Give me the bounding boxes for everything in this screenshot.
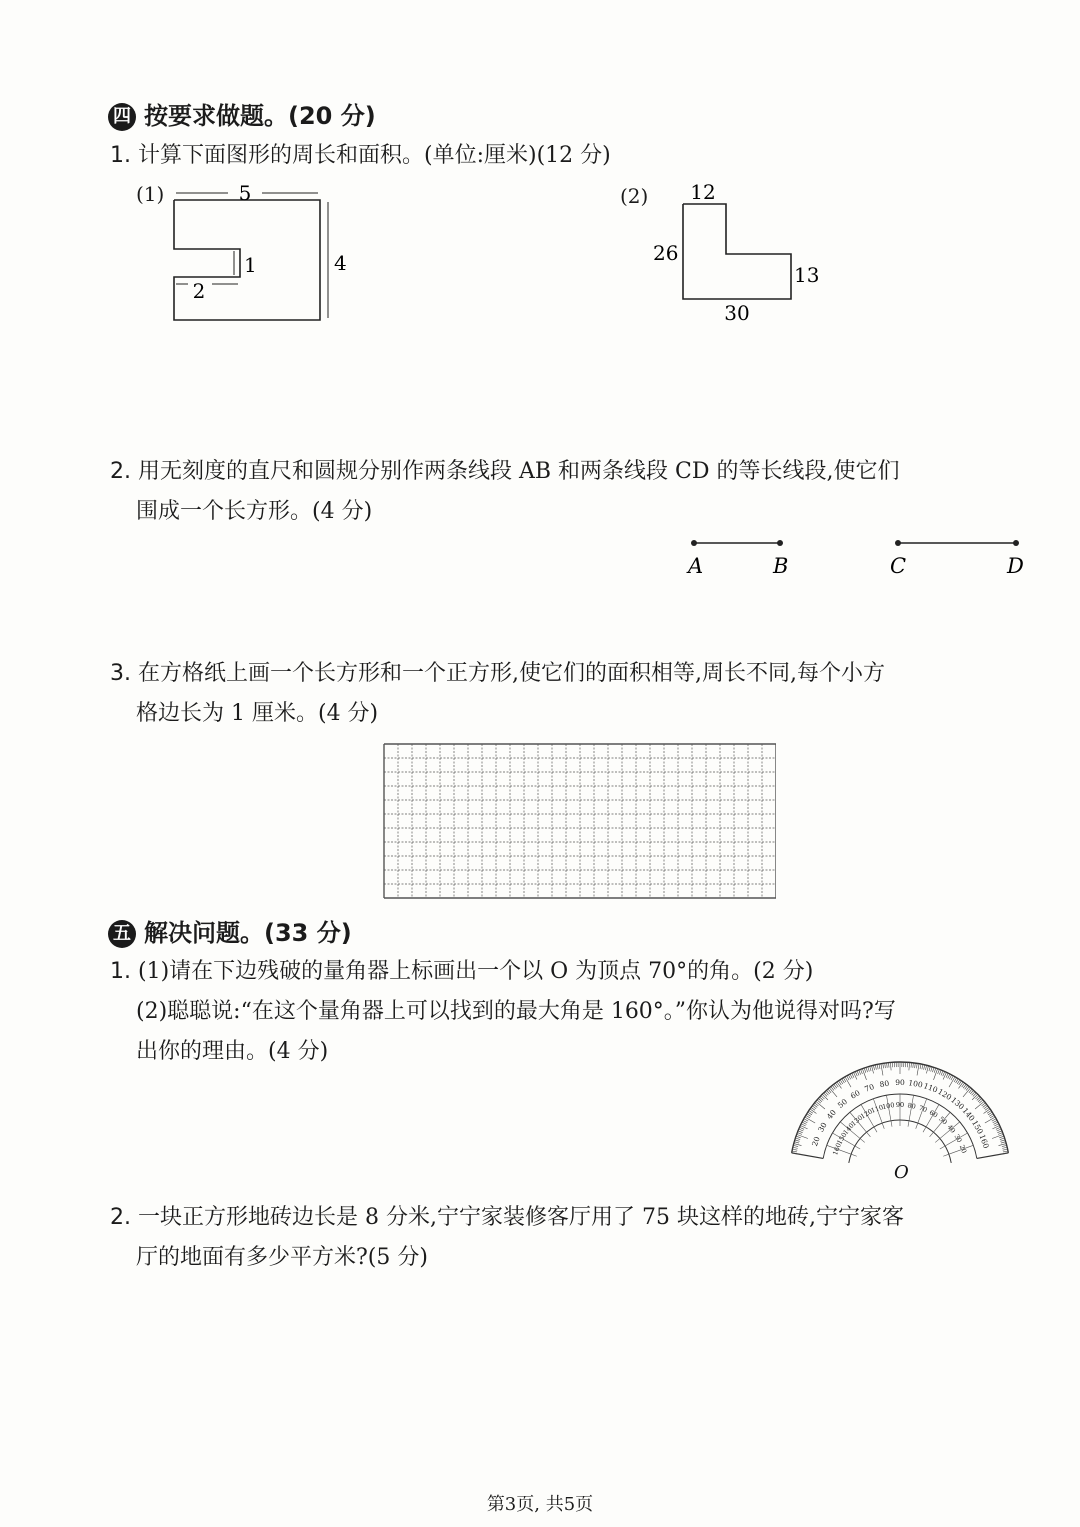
label-b: B <box>773 554 789 578</box>
dim-5-label: 5 <box>238 181 252 205</box>
protractor-tick <box>806 1115 810 1118</box>
question-text-line-2: 厅的地面有多少平方米?(5 分) <box>136 1245 428 1270</box>
protractor-tick <box>843 1078 846 1082</box>
protractor-tick <box>941 1071 943 1076</box>
dim-26-label: 26 <box>653 241 679 265</box>
question-text-line-1: 用无刻度的直尺和圆规分别作两条线段 AB 和两条线段 CD 的等长线段,使它们 <box>138 459 900 484</box>
protractor-tick <box>954 1078 957 1082</box>
protractor-tick <box>929 1066 930 1071</box>
protractor-inner-label: 80 <box>906 1101 917 1111</box>
protractor-tick <box>862 1069 866 1080</box>
protractor-tick <box>932 1067 934 1072</box>
label-d: D <box>1007 554 1024 578</box>
protractor-tick <box>911 1063 912 1068</box>
protractor-tick <box>946 1073 948 1077</box>
protractor-inner-label: 70 <box>917 1103 929 1115</box>
protractor-inner-label: 110 <box>869 1103 885 1115</box>
section-4-number: 四 <box>108 103 136 131</box>
s5-question-1 <box>110 952 896 1072</box>
protractor-tick <box>795 1140 800 1141</box>
protractor-tick <box>984 1109 991 1114</box>
protractor-tick <box>943 1072 945 1077</box>
page-number: 第3页, 共5页 <box>486 1494 594 1515</box>
protractor-tick <box>866 1067 868 1072</box>
protractor-tick <box>875 1065 876 1070</box>
question-number: 1. <box>110 959 131 984</box>
protractor-outer-label: 40 <box>824 1107 838 1122</box>
protractor-tick <box>798 1131 803 1133</box>
protractor-tick <box>872 1066 874 1074</box>
protractor-tick <box>922 1064 923 1069</box>
protractor-tick <box>1003 1151 1008 1152</box>
protractor-tick <box>857 1071 859 1076</box>
protractor-outer-label: 150 <box>970 1118 985 1136</box>
question-number: 1. <box>110 143 131 168</box>
protractor-tick <box>802 1122 806 1124</box>
question-part-2-line-2: 出你的理由。(4 分) <box>136 1039 329 1064</box>
protractor-tick <box>931 1067 932 1072</box>
protractor-tick <box>799 1129 804 1131</box>
protractor-inner-label: 90 <box>895 1101 905 1109</box>
protractor-tick <box>925 1065 926 1070</box>
protractor-outer-label: 100 <box>907 1078 924 1090</box>
protractor-tick <box>926 1066 928 1074</box>
protractor-tick <box>881 1064 883 1076</box>
protractor-tick <box>948 1074 950 1078</box>
dim-2-label: 2 <box>192 279 206 303</box>
protractor-tick <box>915 1063 916 1068</box>
section-5-header <box>108 913 352 948</box>
protractor-tick <box>938 1069 940 1074</box>
s4-question-3 <box>110 654 885 734</box>
protractor-tick <box>810 1109 817 1114</box>
protractor-tick <box>879 1064 880 1069</box>
protractor-tick <box>917 1064 919 1076</box>
protractor-tick <box>885 1063 886 1068</box>
protractor-tick <box>795 1138 800 1140</box>
s4-question-1 <box>110 136 611 176</box>
protractor-inner-tick <box>851 1154 857 1156</box>
protractor-tick <box>999 1136 1004 1138</box>
question-part-1: (1)请在下边残破的量角器上标画出一个以 O 为顶点 70°的角。(2 分) <box>138 959 814 984</box>
protractor-tick <box>920 1064 921 1069</box>
protractor-tick <box>924 1065 925 1070</box>
point-b <box>777 540 783 546</box>
protractor-inner-label: 50 <box>937 1114 949 1127</box>
dim-13-label: 13 <box>794 263 820 287</box>
protractor-tick <box>890 1062 891 1070</box>
protractor-inner-tick <box>940 1146 945 1149</box>
protractor-tick <box>803 1120 807 1122</box>
protractor-tick <box>939 1070 941 1075</box>
protractor-tick <box>934 1068 936 1073</box>
protractor-tick <box>797 1133 802 1135</box>
protractor-inner-tick <box>860 1139 865 1143</box>
protractor-tick <box>859 1070 861 1075</box>
protractor-inner-tick <box>891 1121 892 1127</box>
protractor-tick <box>887 1063 888 1068</box>
protractor-inner-label: 160 <box>831 1141 843 1157</box>
protractor-inner-label: 20 <box>957 1143 969 1155</box>
protractor-vertex-label: O <box>894 1162 909 1180</box>
figure-2-diagram <box>640 176 840 326</box>
protractor-tick <box>837 1082 842 1089</box>
protractor-tick <box>998 1133 1003 1135</box>
label-a: A <box>688 554 704 578</box>
protractor-outer-label: 70 <box>863 1082 876 1094</box>
dim-1-label: 1 <box>244 253 257 277</box>
protractor-tick <box>848 1075 850 1079</box>
protractor-outer-label: 120 <box>936 1087 954 1102</box>
question-number: 2. <box>110 1205 131 1230</box>
protractor-innermost-arc <box>849 1120 951 1163</box>
protractor-tick <box>1000 1140 1005 1141</box>
protractor-tick <box>1001 1142 1006 1143</box>
protractor-tick <box>993 1120 997 1122</box>
protractor-outer-label: 110 <box>922 1081 939 1095</box>
protractor-outer-label: 60 <box>848 1088 862 1101</box>
s4-question-2 <box>110 452 900 532</box>
question-number: 3. <box>110 661 131 686</box>
protractor-outer-label: 130 <box>949 1095 966 1112</box>
protractor-tick <box>855 1072 857 1077</box>
protractor-tick <box>797 1134 808 1138</box>
protractor-inner-tick <box>923 1127 926 1132</box>
section-4-header <box>108 96 376 131</box>
protractor-tick <box>870 1066 871 1071</box>
protractor-tick <box>868 1067 869 1072</box>
protractor-inner-tick <box>943 1154 949 1156</box>
protractor-tick <box>913 1063 914 1068</box>
protractor-tick <box>972 1094 978 1100</box>
protractor-tick <box>997 1131 1002 1133</box>
protractor-inner-label: 140 <box>841 1121 856 1137</box>
protractor-inner-tick <box>882 1123 884 1129</box>
protractor-tick <box>1000 1138 1005 1140</box>
protractor-tick <box>909 1062 910 1070</box>
section-5-title: 解决问题。(33 分) <box>144 919 352 947</box>
protractor-tick <box>959 1082 964 1089</box>
question-number: 2. <box>110 459 131 484</box>
protractor-outer-label: 20 <box>810 1135 822 1148</box>
protractor-tick <box>861 1069 863 1074</box>
protractor-inner-label: 40 <box>945 1123 958 1135</box>
protractor-tick <box>850 1074 852 1078</box>
protractor-tick <box>949 1075 951 1079</box>
question-text-line-2: 格边长为 1 厘米。(4 分) <box>136 701 379 726</box>
point-c <box>895 540 901 546</box>
protractor-inner-label: 30 <box>952 1132 964 1145</box>
protractor-tick <box>794 1142 799 1143</box>
protractor-tick <box>796 1136 801 1138</box>
protractor-inner-tick <box>908 1121 909 1127</box>
protractor-tick <box>997 1153 1009 1155</box>
protractor-tick <box>889 1063 890 1068</box>
question-text: 计算下面图形的周长和面积。(单位:厘米)(12 分) <box>138 143 611 168</box>
protractor-inner-label: 60 <box>927 1108 940 1120</box>
dim-30-label: 30 <box>724 301 750 325</box>
protractor-tick <box>792 1149 797 1150</box>
protractor-inner-tick <box>855 1146 860 1149</box>
question-text-line-1: 一块正方形地砖边长是 8 分米,宁宁家装修客厅用了 75 块这样的地砖,宁宁家客 <box>138 1205 904 1230</box>
s5-question-2 <box>110 1198 904 1278</box>
protractor-tick <box>1002 1145 1007 1146</box>
protractor-tick <box>877 1064 878 1069</box>
protractor-tick <box>793 1145 798 1146</box>
dim-12-label: 12 <box>690 180 716 204</box>
protractor-outer-label: 80 <box>878 1078 890 1090</box>
protractor-outer-label: 50 <box>835 1096 850 1110</box>
protractor-tick <box>794 1144 802 1146</box>
protractor-tick <box>847 1076 849 1080</box>
question-text-line-2: 围成一个长方形。(4 分) <box>136 499 373 524</box>
protractor-tick <box>864 1068 866 1073</box>
protractor-tick <box>792 1151 797 1152</box>
protractor-tick <box>951 1076 953 1080</box>
section-4-title: 按要求做题。(20 分) <box>144 102 376 130</box>
broken-protractor[interactable] <box>770 1060 1030 1180</box>
question-text-line-1: 在方格纸上画一个长方形和一个正方形,使它们的面积相等,周长不同,每个小方 <box>138 661 885 686</box>
figure-1-label: (1) <box>136 182 165 206</box>
protractor-tick <box>992 1134 1003 1138</box>
protractor-tick <box>916 1063 917 1068</box>
protractor-tick <box>997 1129 1002 1131</box>
protractor-tick <box>792 1153 804 1155</box>
protractor-tick <box>1003 1149 1008 1150</box>
protractor-tick <box>852 1073 854 1077</box>
protractor-outer-label: 90 <box>895 1078 905 1087</box>
protractor-outer-label: 140 <box>960 1106 977 1123</box>
protractor-inner-label: 100 <box>881 1101 896 1112</box>
protractor-tick <box>992 1119 996 1121</box>
protractor-inner-tick <box>916 1123 918 1129</box>
protractor-inner-label: 150 <box>835 1131 849 1146</box>
protractor-tick <box>801 1124 805 1126</box>
protractor-tick <box>994 1122 998 1124</box>
protractor-tick <box>883 1063 884 1068</box>
protractor-tick <box>1002 1147 1007 1148</box>
dim-4-label: 4 <box>334 251 347 275</box>
figure-2-label: (2) <box>620 184 649 208</box>
protractor-tick <box>996 1127 1001 1129</box>
figure-1-diagram <box>160 180 360 330</box>
protractor-inner-tick <box>935 1139 940 1143</box>
protractor-tick <box>804 1119 808 1121</box>
protractor-tick <box>822 1094 828 1100</box>
section-5-number: 五 <box>108 920 136 948</box>
protractor-tick <box>873 1065 874 1070</box>
protractor-outer-label: 30 <box>816 1120 829 1134</box>
protractor-tick <box>994 1124 998 1126</box>
segments-diagram <box>670 530 1040 590</box>
protractor-outer-label: 160 <box>977 1133 991 1150</box>
protractor-inner-tick <box>930 1132 934 1137</box>
protractor-inner-tick <box>867 1132 871 1137</box>
protractor-tick <box>934 1069 938 1080</box>
protractor-tick <box>793 1147 798 1148</box>
protractor-tick <box>990 1115 994 1118</box>
graph-paper-grid[interactable] <box>382 742 776 902</box>
question-part-2-line-1: (2)聪聪说:“在这个量角器上可以找到的最大角是 160°。”你认为他说得对吗?写 <box>136 999 896 1024</box>
figure-2-shape <box>683 204 791 299</box>
protractor-tick <box>800 1127 805 1129</box>
protractor-inner-tick <box>874 1127 877 1132</box>
point-d <box>1013 540 1019 546</box>
label-c: C <box>890 554 907 578</box>
protractor-inner-label: 130 <box>849 1113 865 1128</box>
point-a <box>691 540 697 546</box>
protractor-inner-label: 120 <box>859 1107 874 1121</box>
protractor-tick <box>999 1144 1007 1146</box>
